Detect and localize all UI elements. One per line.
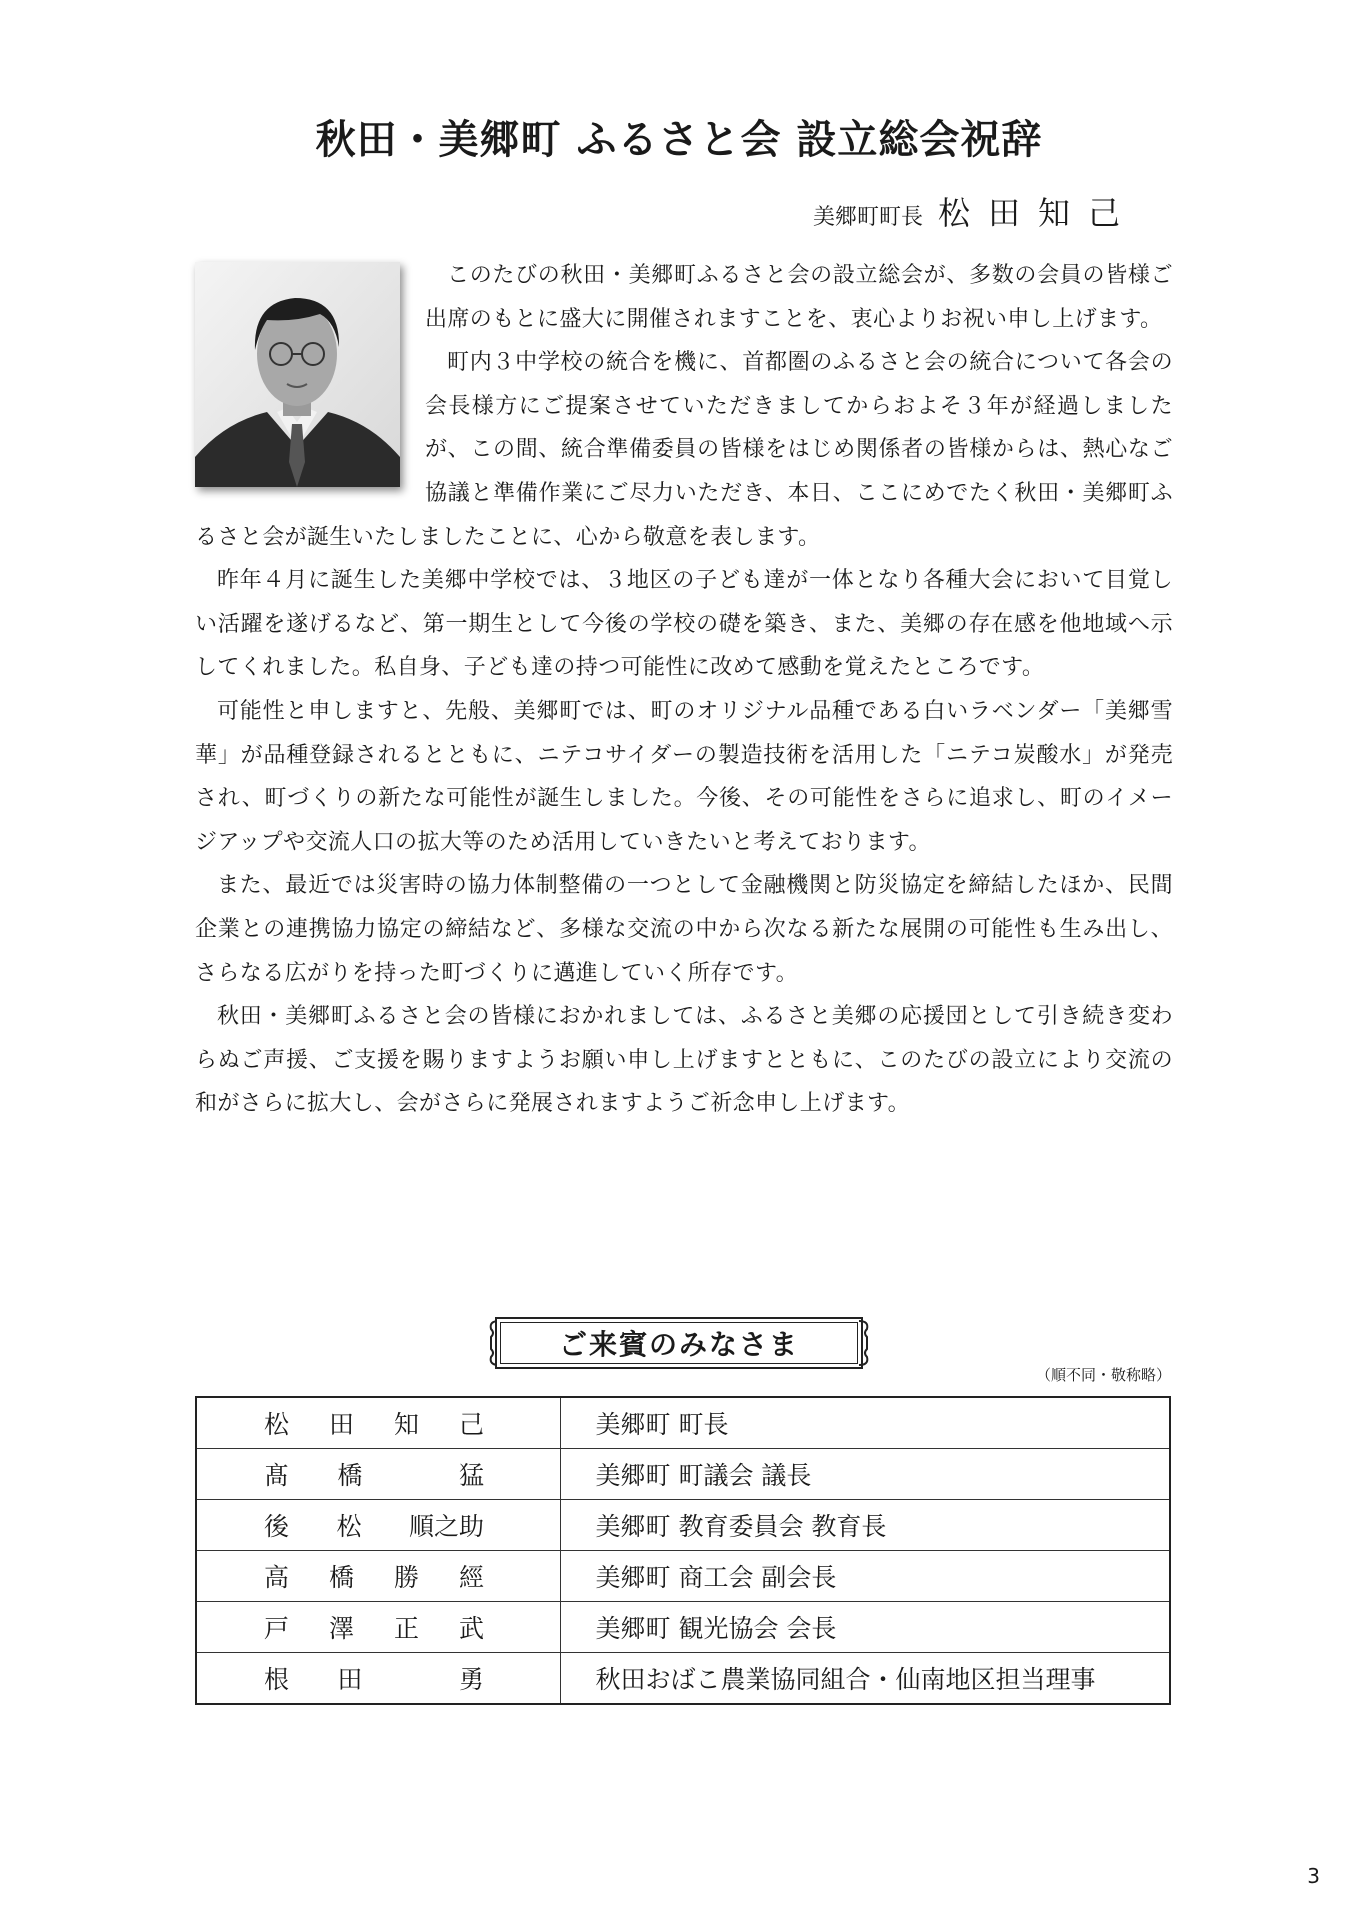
table-row [196,1449,1170,1500]
guest-name [264,1660,484,1696]
guest-role: 美郷町 観光協会 会長 [560,1602,1170,1653]
table-row [196,1397,1170,1449]
guest-role: 美郷町 町長 [560,1397,1170,1449]
guest-name-char: 松 [264,1410,290,1439]
table-row [196,1551,1170,1602]
guest-name-char: 知 [393,1410,419,1439]
paragraph: 秋田・美郷町ふるさと会の皆様におかれましては、ふるさと美郷の応援団として引き続き変わらぬご声援、ご支援を賜りますようお願い申し上げますとともに、このたびの設立により交流の和がさらに拡大し、会がさらに発展されますようご祈念申し上げます。 [195,1004,1173,1117]
guest-name-cell [196,1551,560,1602]
paragraph: このたびの秋田・美郷町ふるさと会の設立総会が、多数の会員の皆様ご出席のもとに盛大に開催されますことを、衷心よりお祝い申し上げます。 [425,263,1173,332]
guests-heading: ご来賓のみなさま [558,1328,799,1361]
photo-wrap-spacer [195,254,425,494]
guest-name-char: 順之助 [408,1512,484,1541]
paragraph: また、最近では災害時の協力体制整備の一つとして金融機関と防災協定を締結したほか、民間企業との連携協力協定の締結など、多様な交流の中から次なる新たな展開の可能性も生み出し、さらなる広がりを持った町づくりに邁進していく所存です。 [195,873,1173,986]
guest-name-char: 髙 [264,1461,290,1490]
guest-name-char: 田 [337,1665,363,1694]
speech-body [195,254,1173,1126]
author-position: 美郷町町長 [812,205,923,230]
guest-name-cell [196,1653,560,1705]
guest-name-char: 勝 [393,1563,419,1592]
guest-name [264,1405,484,1441]
guest-name-char: 松 [336,1512,362,1541]
guest-name-char: 澤 [328,1614,354,1643]
guest-name-char: 勇 [458,1665,484,1694]
guest-name [264,1609,484,1645]
paragraph: 昨年４月に誕生した美郷中学校では、３地区の子ども達が一体となり各種大会において目覚しい活躍を遂げるなど、第一期生として今後の学校の礎を築き、また、美郷の存在感を他地域へ示してくれました。私自身、子ども達の持つ可能性に改めて感動を覚えたところです。 [195,568,1173,681]
table-row [196,1602,1170,1653]
guests-heading-banner [487,1313,871,1373]
table-row [196,1500,1170,1551]
guest-name-cell [196,1500,560,1551]
author-name: 松田知己 [937,194,1138,232]
guest-name [264,1507,484,1543]
guest-role: 美郷町 教育委員会 教育長 [560,1500,1170,1551]
guest-name-char: 根 [264,1665,290,1694]
ornament-right-icon [857,1319,871,1367]
guest-name-char: 後 [264,1512,290,1541]
guest-name-char: 武 [458,1614,484,1643]
guest-role: 美郷町 町議会 議長 [560,1449,1170,1500]
guest-role: 美郷町 商工会 副会長 [560,1551,1170,1602]
guest-name-char: 經 [458,1563,484,1592]
page-number: 3 [1307,1864,1320,1888]
guest-name-char: 高 [264,1563,290,1592]
guest-name [264,1456,484,1492]
guest-name-cell [196,1449,560,1500]
guest-name-char: 正 [393,1614,419,1643]
guest-name-char: 己 [458,1410,484,1439]
paragraph: 可能性と申しますと、先般、美郷町では、町のオリジナル品種である白いラベンダー「美郷雪華」が品種登録されるとともに、ニテコサイダーの製造技術を活用した「ニテコ炭酸水」が発売され、町づくりの新たな可能性が誕生しました。今後、その可能性をさらに追求し、町のイメージアップや交流人口の拡大等のため活用していきたいと考えております。 [195,698,1173,855]
guest-name [264,1558,484,1594]
guest-role: 秋田おばこ農業協同組合・仙南地区担当理事 [595,1665,1096,1694]
guest-name-char: 橋 [328,1563,354,1592]
guests-table [195,1396,1171,1705]
paragraph: 町内３中学校の統合を機に、首都圏のふるさと会の統合について各会の会長様方にご提案させていただきましてからおよそ３年が経過しましたが、この間、統合準備委員の皆様をはじめ関係者の皆様からは、熱心なご協議と準備作業にご尽力いただき、本日、ここにめでたく秋田・美郷町ふるさと会が誕生いたしましたことに、心から敬意を表します。 [195,350,1173,550]
guest-name-cell [196,1602,560,1653]
guest-name-char: 田 [328,1410,354,1439]
guest-name-char: 戸 [264,1614,290,1643]
guest-name-char: 猛 [458,1461,484,1490]
guests-note: （順不同・敬称略） [1035,1366,1171,1384]
author-line [813,188,1138,234]
page-title: 秋田・美郷町 ふるさと会 設立総会祝辞 [315,117,1043,163]
guest-name-char: 橋 [337,1461,363,1490]
table-row [196,1653,1170,1705]
guest-name-cell [196,1397,560,1449]
